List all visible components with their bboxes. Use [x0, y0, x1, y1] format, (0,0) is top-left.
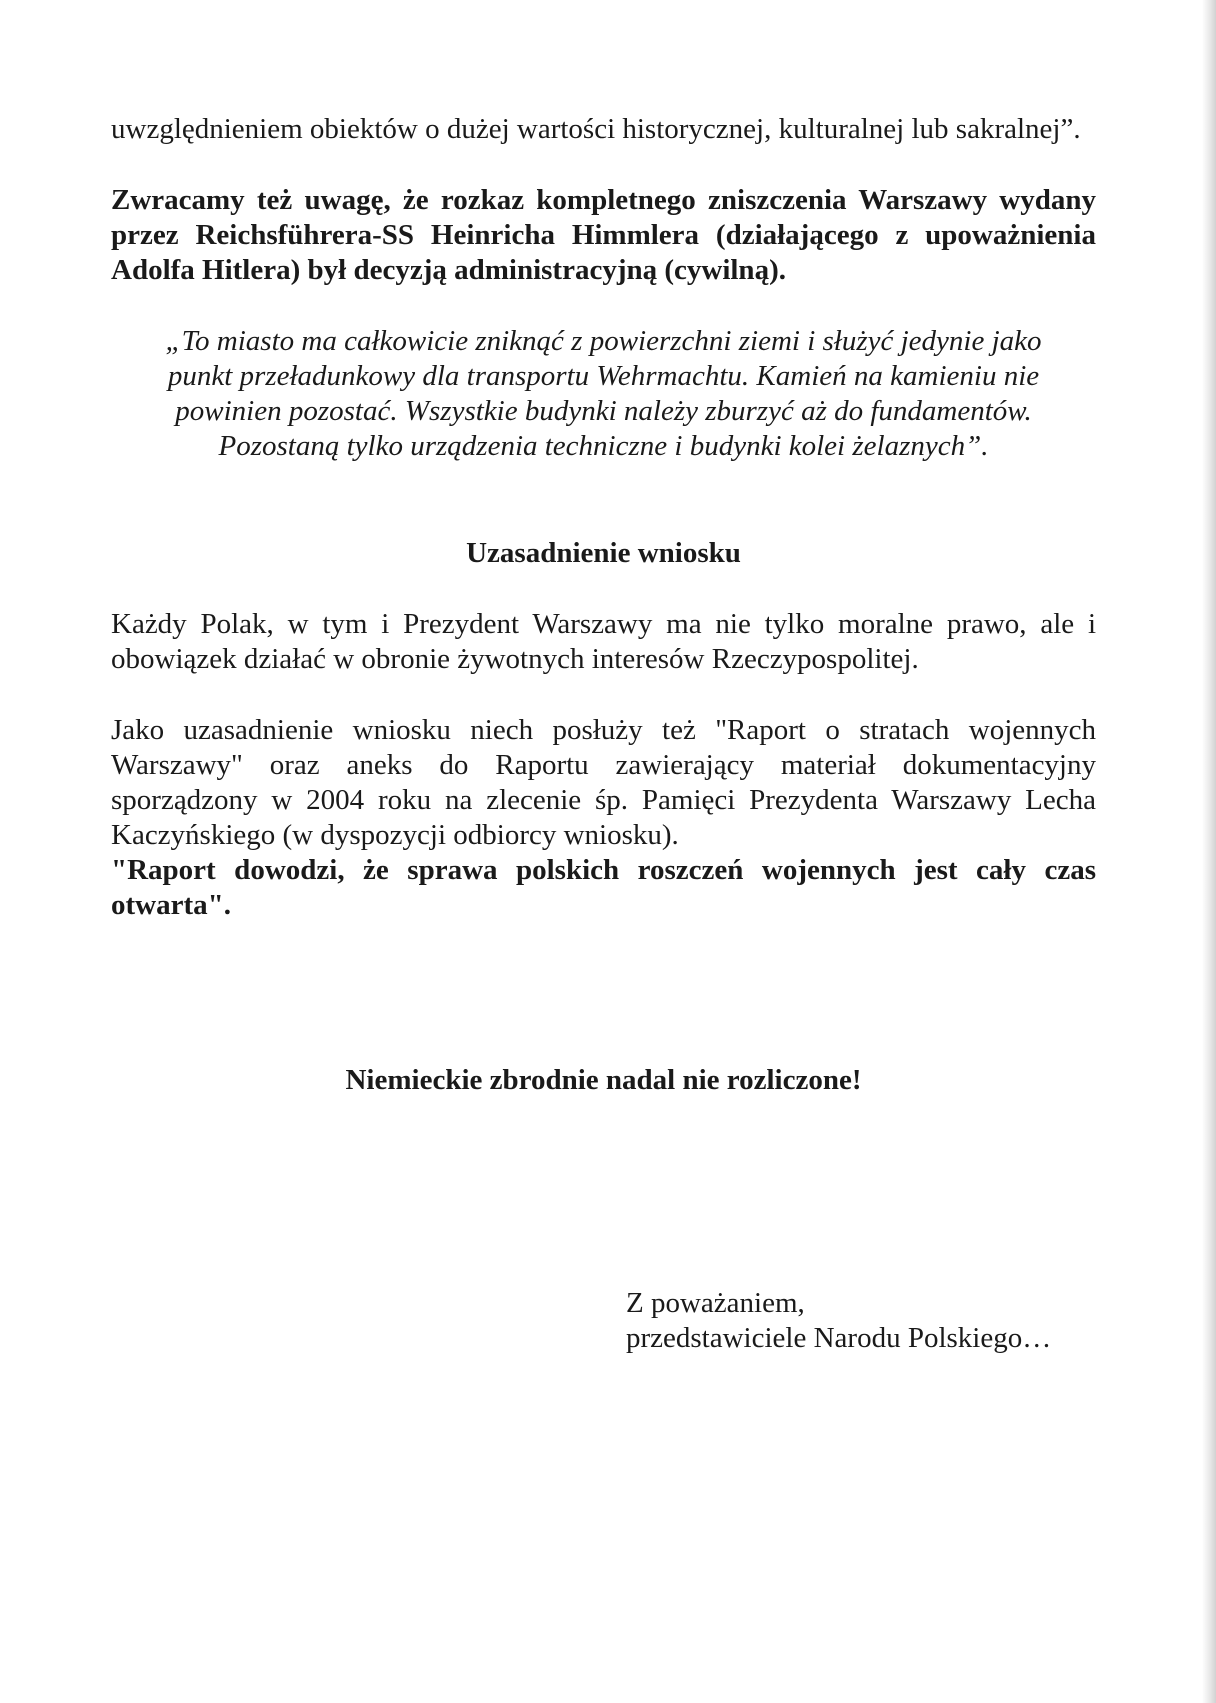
intro-paragraph: uwzględnieniem obiektów o dużej wartości historycznej, kulturalnej lub sakralnej”. [111, 113, 1081, 145]
notice-paragraph: Zwracamy też uwagę, że rozkaz kompletnego zniszczenia Warszawy wydany przez Reichsführera-SS Heinricha Himmlera (działającego z upoważnienia Adolfa Hitlera) był decyzją administracyjną (cywilną). [111, 184, 1096, 286]
closing-salutation: Z poważaniem, [626, 1287, 805, 1319]
report-conclusion: "Raport dowodzi, że sprawa polskich roszczeń wojennych jest cały czas otwarta". [111, 854, 1096, 921]
closing-slogan: Niemieckie zbrodnie nadal nie rozliczone! [345, 1064, 862, 1096]
section-heading: Uzasadnienie wniosku [466, 537, 741, 569]
quote-line: „To miasto ma całkowicie zniknąć z powierzchni ziemi i służyć jedynie jako [165, 325, 1042, 357]
justification-paragraph-2: Jako uzasadnienie wniosku niech posłuży też "Raport o stratach wojennych Warszawy" oraz aneks do Raportu zawierający materiał dokumentacyjny sporządzony w 2004 roku na zlecenie śp. Pamięci Prezydenta Warszawy Lecha Kaczyńskiego (w dyspozycji odbiorcy wniosku). [111, 714, 1096, 851]
page-edge-shadow [1202, 0, 1216, 1703]
signature-block [626, 1286, 1096, 1356]
document-body [111, 112, 1096, 1356]
quote-line: Pozostaną tylko urządzenia techniczne i budynki kolei żelaznych”. [218, 430, 989, 462]
quote-line: punkt przeładunkowy dla transportu Wehrmachtu. Kamień na kamieniu nie [167, 360, 1040, 392]
quote-line: powinien pozostać. Wszystkie budynki należy zburzyć aż do fundamentów. [175, 395, 1032, 427]
justification-paragraph-1: Każdy Polak, w tym i Prezydent Warszawy ma nie tylko moralne prawo, ale i obowiązek działać w obronie żywotnych interesów Rzeczypospolitej. [111, 608, 1096, 675]
himmler-quote [111, 324, 1096, 464]
closing-signatory: przedstawiciele Narodu Polskiego… [626, 1322, 1052, 1354]
